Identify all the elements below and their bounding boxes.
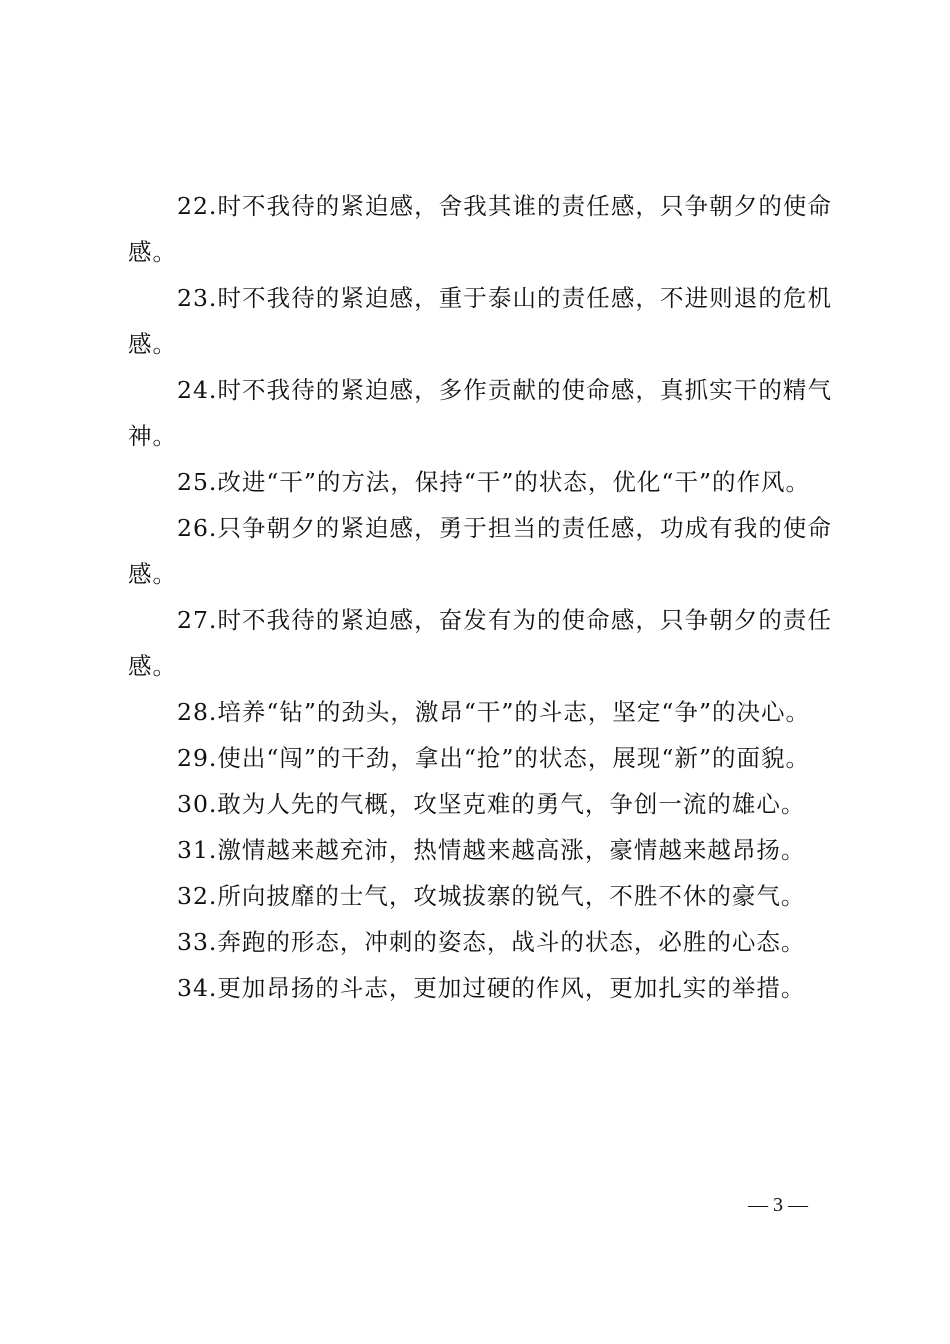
list-item: 25.改进“干”的方法，保持“干”的状态，优化“干”的作风。 bbox=[177, 468, 810, 496]
list-item: 27.时不我待的紧迫感，奋发有为的使命感，只争朝夕的责任感。 bbox=[128, 606, 832, 680]
list-item: 22.时不我待的紧迫感，舍我其谁的责任感，只争朝夕的使命感。 bbox=[128, 192, 832, 266]
list-item: 26.只争朝夕的紧迫感，勇于担当的责任感，功成有我的使命感。 bbox=[128, 514, 832, 588]
list-item: 24.时不我待的紧迫感，多作贡献的使命感，真抓实干的精气神。 bbox=[128, 376, 832, 450]
list-item: 33.奔跑的形态，冲刺的姿态，战斗的状态，必胜的心态。 bbox=[177, 928, 806, 956]
list-item: 23.时不我待的紧迫感，重于泰山的责任感，不进则退的危机感。 bbox=[128, 284, 832, 358]
list-item: 34.更加昂扬的斗志，更加过硬的作风，更加扎实的举措。 bbox=[177, 974, 806, 1002]
list-item: 32.所向披靡的士气，攻城拔寨的锐气，不胜不休的豪气。 bbox=[177, 882, 806, 910]
list-item: 28.培养“钻”的劲头，激昂“干”的斗志，坚定“争”的决心。 bbox=[177, 698, 810, 726]
list-item: 31.激情越来越充沛，热情越来越高涨，豪情越来越昂扬。 bbox=[177, 836, 806, 864]
list-item: 30.敢为人先的气概，攻坚克难的勇气，争创一流的雄心。 bbox=[177, 790, 806, 818]
page-number: — 3 — bbox=[748, 1194, 808, 1216]
document-body bbox=[128, 183, 832, 1011]
list-item: 29.使出“闯”的干劲，拿出“抢”的状态，展现“新”的面貌。 bbox=[177, 744, 810, 772]
